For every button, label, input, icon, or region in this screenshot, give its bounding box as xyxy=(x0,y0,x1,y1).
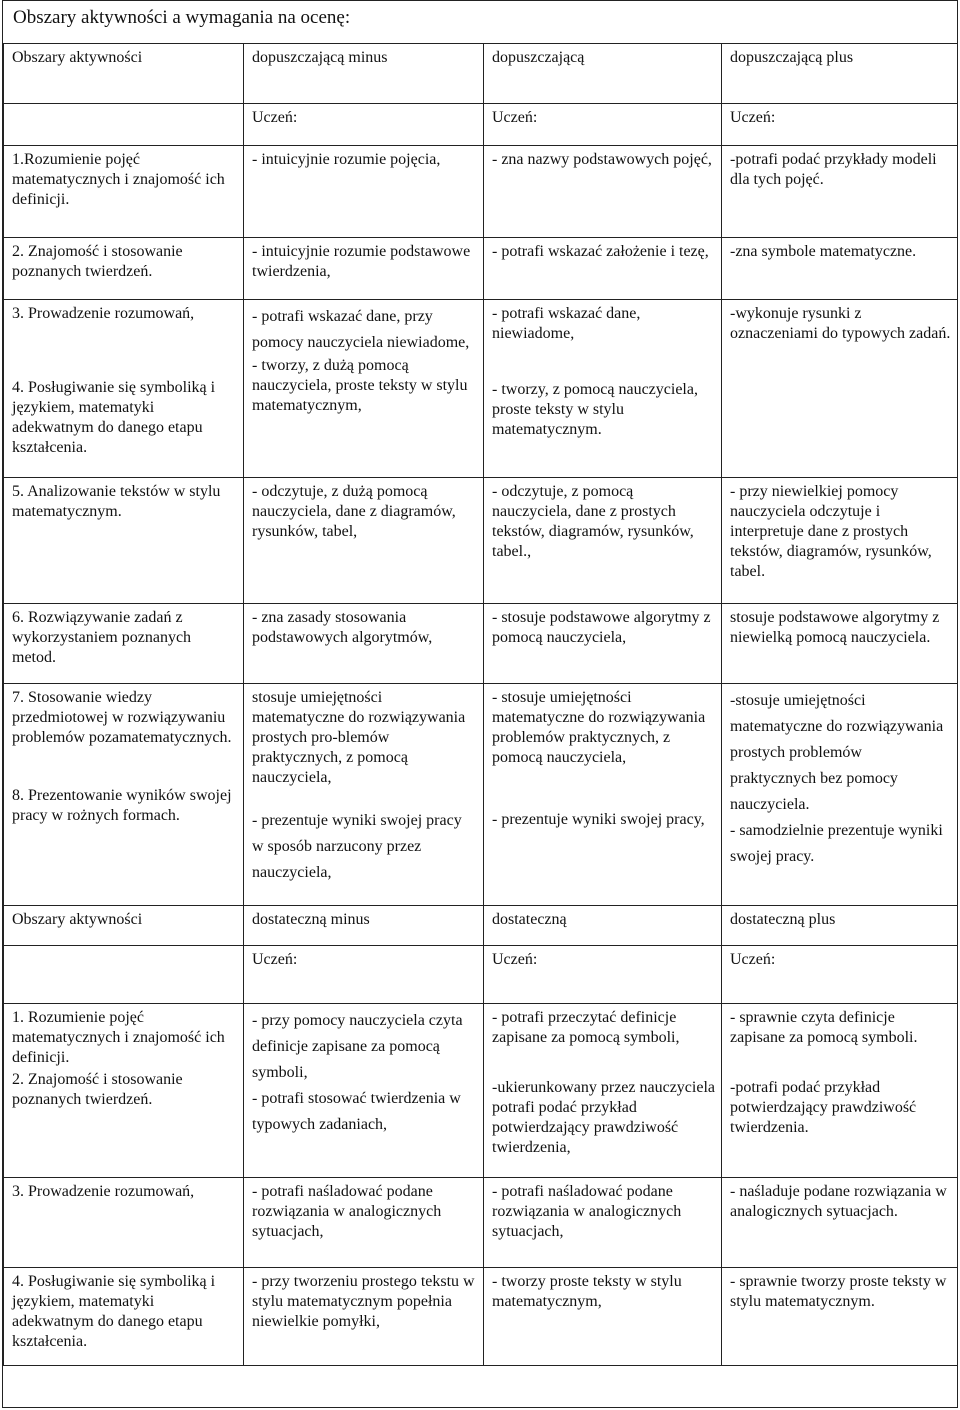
uczen-label: Uczeń: xyxy=(722,104,958,146)
requirement-cell: - zna zasady stosowania podstawowych algorytmów, xyxy=(244,604,484,684)
area-cell: 2. Znajomość i stosowanie poznanych twierdzeń. xyxy=(4,238,244,300)
page-title: Obszary aktywności a wymagania na ocenę: xyxy=(13,7,351,28)
area-cell xyxy=(4,300,244,478)
uczen-label: Uczeń: xyxy=(244,104,484,146)
table-row xyxy=(4,146,958,238)
header-cell: dopuszczającą plus xyxy=(722,44,958,104)
empty-cell xyxy=(4,946,244,1004)
requirement-cell: -wykonuje rysunki z oznaczeniami do typowych zadań. xyxy=(722,300,958,478)
header-cell: dopuszczającą xyxy=(484,44,722,104)
requirement-cell: - intuicyjnie rozumie podstawowe twierdzenia, xyxy=(244,238,484,300)
area-cell: 6. Rozwiązywanie zadań z wykorzystaniem poznanych metod. xyxy=(4,604,244,684)
uczen-label: Uczeń: xyxy=(244,946,484,1004)
requirement-cell xyxy=(244,1004,484,1178)
table-row xyxy=(4,684,958,906)
area-cell: 1.Rozumienie pojęć matematycznych i znajomość ich definicji. xyxy=(4,146,244,238)
requirement-text: -ukierunkowany przez nauczyciela potrafi podać przykład potwierdzający prawdziwość twierdzenia, xyxy=(492,1079,715,1156)
requirement-cell xyxy=(722,684,958,906)
table-row xyxy=(4,478,958,604)
table-row xyxy=(4,238,958,300)
requirement-cell: -zna symbole matematyczne. xyxy=(722,238,958,300)
requirement-text: - prezentuje wyniki swojej pracy, xyxy=(492,811,705,828)
requirement-text: - potrafi przeczytać definicje zapisane za pomocą symboli, xyxy=(492,1009,680,1046)
requirement-cell: - potrafi naśladować podane rozwiązania w analogicznych sytuacjach, xyxy=(484,1178,722,1268)
requirement-text: - potrafi stosować twierdzenia w typowych zadaniach, xyxy=(252,1090,461,1133)
header-cell: dostateczną plus xyxy=(722,906,958,946)
requirement-cell xyxy=(484,1004,722,1178)
header-cell: dostateczną minus xyxy=(244,906,484,946)
empty-cell xyxy=(4,104,244,146)
requirement-text: - prezentuje wyniki swojej pracy w sposób narzucony przez nauczyciela, xyxy=(252,812,462,881)
header-cell: dostateczną xyxy=(484,906,722,946)
requirement-cell: - sprawnie tworzy proste teksty w stylu matematycznym. xyxy=(722,1268,958,1366)
area-text: 7. Stosowanie wiedzy przedmiotowej w rozwiązywaniu problemów pozamatematycznych. xyxy=(12,689,232,746)
requirement-cell: - naśladuje podane rozwiązania w analogicznych sytuacjach. xyxy=(722,1178,958,1268)
table-row xyxy=(4,300,958,478)
uczen-label: Uczeń: xyxy=(484,946,722,1004)
requirement-text: - przy pomocy nauczyciela czyta definicje zapisane za pomocą symboli, xyxy=(252,1012,463,1081)
area-text: 2. Znajomość i stosowanie poznanych twierdzeń. xyxy=(12,1071,183,1108)
document-page xyxy=(2,0,958,1408)
uczen-row xyxy=(4,104,958,146)
requirement-text: - samodzielnie prezentuje wyniki swojej pracy. xyxy=(730,822,943,865)
requirement-cell: - przy tworzeniu prostego tekstu w stylu matematycznym popełnia niewielkie pomyłki, xyxy=(244,1268,484,1366)
area-cell: 4. Posługiwanie się symboliką i językiem, matematyki adekwatnym do danego etapu kształcenia. xyxy=(4,1268,244,1366)
requirement-cell: - potrafi wskazać założenie i tezę, xyxy=(484,238,722,300)
table-row xyxy=(4,1178,958,1268)
requirement-cell: - stosuje podstawowe algorytmy z pomocą nauczyciela, xyxy=(484,604,722,684)
requirement-text: - potrafi wskazać dane, przy pomocy nauczyciela niewiadome, xyxy=(252,308,470,351)
requirement-cell xyxy=(244,684,484,906)
requirement-text: - tworzy, z dużą pomocą nauczyciela, proste teksty w stylu matematycznym, xyxy=(252,357,468,414)
requirement-text: - stosuje umiejętności matematyczne do rozwiązywania problemów praktycznych, z pomocą nauczyciela, xyxy=(492,689,706,766)
header-row xyxy=(4,44,958,104)
requirements-table xyxy=(3,43,958,1366)
requirement-cell xyxy=(722,1004,958,1178)
requirement-cell xyxy=(484,300,722,478)
requirement-cell: -potrafi podać przykłady modeli dla tych pojęć. xyxy=(722,146,958,238)
area-text: 1. Rozumienie pojęć matematycznych i znajomość ich definicji. xyxy=(12,1009,225,1066)
header-cell: Obszary aktywności xyxy=(4,44,244,104)
area-cell xyxy=(4,684,244,906)
area-cell: 5. Analizowanie tekstów w stylu matematycznym. xyxy=(4,478,244,604)
requirement-text: - tworzy, z pomocą nauczyciela, proste teksty w stylu matematycznym. xyxy=(492,381,698,438)
requirement-cell: - odczytuje, z dużą pomocą nauczyciela, dane z diagramów, rysunków, tabel, xyxy=(244,478,484,604)
requirement-text: -potrafi podać przykład potwierdzający prawdziwość twierdzenia. xyxy=(730,1079,917,1136)
requirement-cell: stosuje podstawowe algorytmy z niewielką pomocą nauczyciela. xyxy=(722,604,958,684)
requirement-cell: - intuicyjnie rozumie pojęcia, xyxy=(244,146,484,238)
requirement-text: - potrafi wskazać dane, niewiadome, xyxy=(492,305,641,342)
area-cell: 3. Prowadzenie rozumowań, xyxy=(4,1178,244,1268)
uczen-label: Uczeń: xyxy=(484,104,722,146)
requirement-text: -stosuje umiejętności matematyczne do rozwiązywania prostych problemów praktycznych bez pomocy nauczyciela. xyxy=(730,692,944,813)
area-text: 4. Posługiwanie się symboliką i językiem, matematyki adekwatnym do danego etapu kształcenia. xyxy=(12,379,216,456)
requirement-cell xyxy=(244,300,484,478)
requirement-cell: - tworzy proste teksty w stylu matematycznym, xyxy=(484,1268,722,1366)
requirement-cell: - przy niewielkiej pomocy nauczyciela odczytuje i interpretuje dane z prostych tekstów, diagramów, rysunków, tabel. xyxy=(722,478,958,604)
uczen-row xyxy=(4,946,958,1004)
requirement-cell: - odczytuje, z pomocą nauczyciela, dane z prostych tekstów, diagramów, rysunków, tabel., xyxy=(484,478,722,604)
header-row xyxy=(4,906,958,946)
requirement-text: - sprawnie czyta definicje zapisane za pomocą symboli. xyxy=(730,1009,918,1046)
uczen-label: Uczeń: xyxy=(722,946,958,1004)
header-cell: dopuszczającą minus xyxy=(244,44,484,104)
requirement-cell: - zna nazwy podstawowych pojęć, xyxy=(484,146,722,238)
requirement-cell: - potrafi naśladować podane rozwiązania w analogicznych sytuacjach, xyxy=(244,1178,484,1268)
table-row xyxy=(4,1268,958,1366)
area-text: 3. Prowadzenie rozumowań, xyxy=(12,305,195,322)
header-cell: Obszary aktywności xyxy=(4,906,244,946)
requirement-text: stosuje umiejętności matematyczne do rozwiązywania prostych pro-blemów praktycznych, z pomocą nauczyciela, xyxy=(252,689,466,786)
table-row xyxy=(4,604,958,684)
requirement-cell xyxy=(484,684,722,906)
area-text: 8. Prezentowanie wyników swojej pracy w rożnych formach. xyxy=(12,787,232,824)
area-cell xyxy=(4,1004,244,1178)
table-row xyxy=(4,1004,958,1178)
